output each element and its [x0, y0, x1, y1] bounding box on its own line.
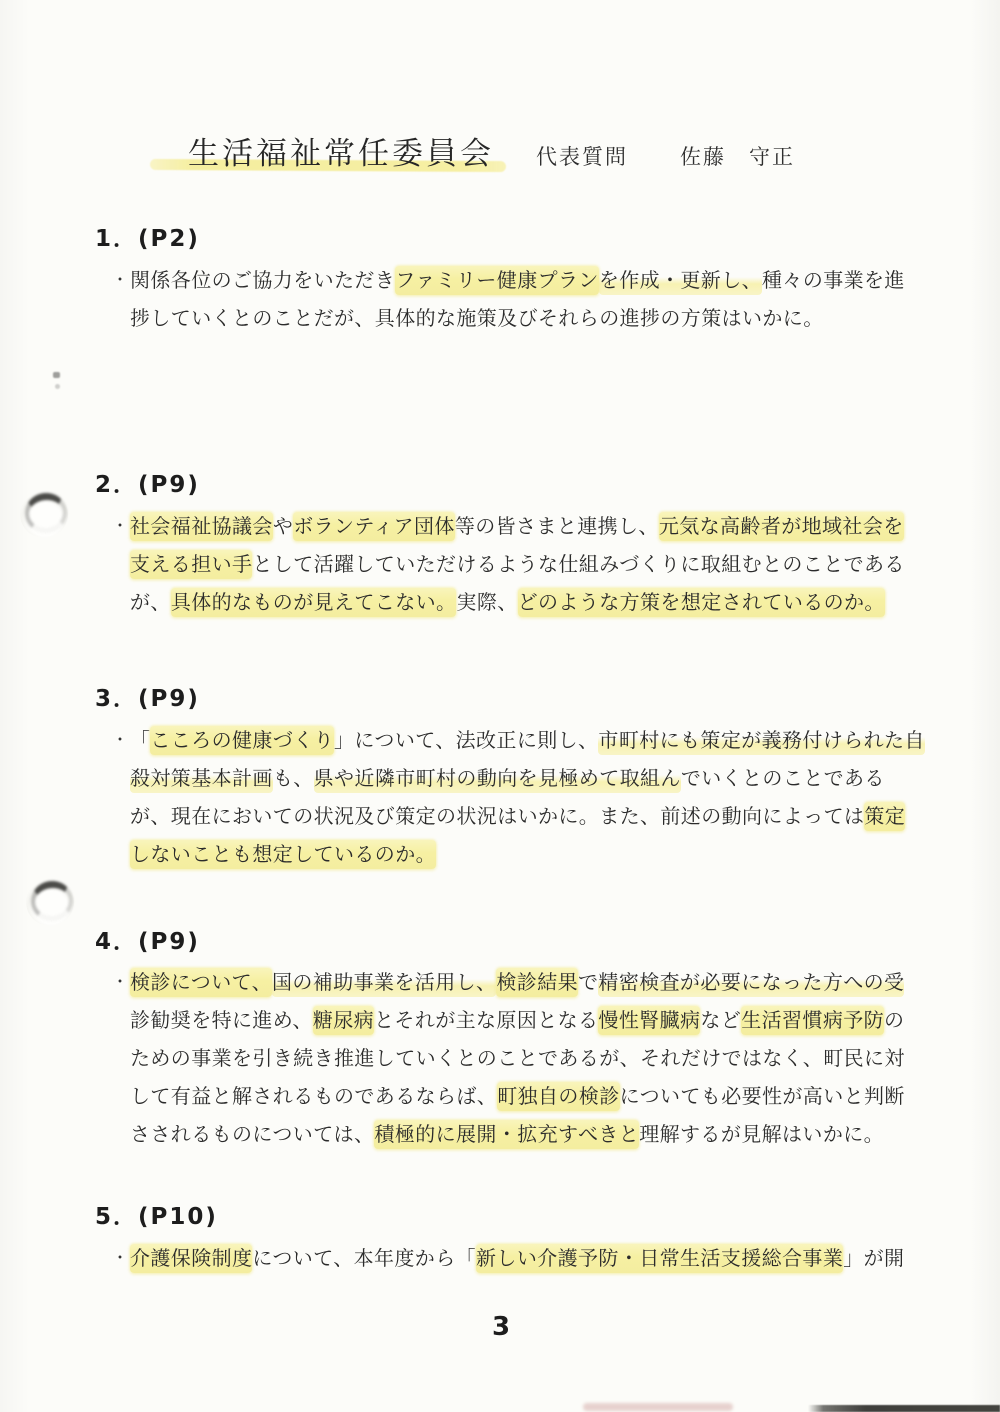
highlighted-text: 市町村にも策定が義務付けられた自 — [598, 726, 924, 755]
title-question-label: 代表質問 — [536, 145, 628, 169]
text-line — [130, 759, 930, 797]
highlighted-text: 具体的なものが見えてこない。 — [171, 588, 457, 617]
highlighted-text: 新しい介護予防・日常生活支援総合事業 — [476, 1244, 843, 1273]
text-run: 「 — [130, 728, 151, 752]
text-line — [130, 1039, 930, 1077]
highlighted-text: を作成・更新し、 — [599, 266, 762, 295]
questioner-name: 佐藤 守正 — [680, 145, 795, 169]
page-number: 3 — [492, 1312, 511, 1342]
text-run: 」について、法改正に則し、 — [334, 728, 599, 752]
highlighted-text: どのような方策を想定されているのか。 — [518, 588, 885, 617]
section-3-heading: 3．(P9) — [95, 686, 200, 712]
punch-hole-shadow — [26, 878, 74, 926]
highlighted-text: 国の補助事業を活用し、 — [272, 968, 496, 997]
text-run: 捗していくとのことだが、具体的な施策及びそれらの進捗の方策はいかに。 — [130, 306, 824, 330]
section-2-heading: 2．(P9) — [95, 472, 200, 498]
bullet-marker: ・ — [112, 1248, 129, 1267]
text-run: 」が開 — [843, 1246, 905, 1270]
highlighted-text: ファミリー健康プラン — [395, 266, 599, 295]
section-5-paragraph — [112, 1239, 930, 1277]
text-line — [112, 963, 930, 1001]
text-line — [130, 299, 930, 337]
highlighted-text: 町独自の検診 — [497, 1082, 619, 1111]
highlighted-text: ボランティア団体 — [293, 512, 455, 541]
text-run: が、現在においての状況及び策定の状況はいかに。また、前述の動向によっては — [130, 804, 865, 828]
highlighted-text: 慢性腎臓病 — [598, 1006, 700, 1035]
text-run: など — [700, 1008, 742, 1032]
section-4-paragraph — [112, 963, 930, 1153]
text-run: 実際、 — [456, 590, 518, 614]
text-run: 種々の事業を進 — [762, 268, 905, 292]
section-4-heading: 4．(P9) — [95, 929, 200, 955]
highlighted-text: こころの健康づくり — [150, 726, 334, 755]
scan-artifact-speck — [53, 372, 60, 378]
highlighted-text: 糖尿病 — [313, 1006, 374, 1035]
highlighted-text: 策定 — [864, 802, 905, 831]
text-run: も、 — [272, 766, 314, 790]
bullet-marker: ・ — [112, 270, 129, 289]
text-line — [130, 1001, 930, 1039]
text-line — [130, 835, 930, 873]
text-line — [112, 721, 930, 759]
section-3-paragraph — [112, 721, 930, 873]
text-line — [130, 1077, 930, 1115]
highlighted-text: 積極的に展開・拡充すべきと — [374, 1120, 639, 1149]
highlighted-text: 県や近隣市町村の動向を見極めて取組ん — [314, 764, 681, 793]
section-5-heading: 5．(P10) — [95, 1204, 218, 1230]
punch-hole-shadow — [20, 490, 68, 538]
text-run: でいくとのことである — [680, 766, 885, 790]
highlighted-text: 介護保険制度 — [130, 1244, 252, 1273]
document-header — [188, 128, 795, 173]
text-run: ための事業を引き続き推進していくとのことであるが、それだけではなく、町民に対 — [130, 1046, 905, 1070]
text-run: とそれが主な原因となる — [374, 1008, 599, 1032]
highlighted-text: しないことも想定しているのか。 — [130, 840, 436, 869]
highlighted-text: 検診について、 — [130, 968, 272, 997]
text-line — [130, 583, 930, 621]
section-2-paragraph — [112, 507, 930, 621]
text-run: 関係各位のご協力をいただき — [130, 268, 396, 292]
text-run: さされるものについては、 — [130, 1122, 375, 1146]
text-run: して有益と解されるものであるならば、 — [130, 1084, 498, 1108]
text-run: について、本年度から「 — [252, 1246, 477, 1270]
highlighted-text: 生活習慣病予防 — [741, 1006, 884, 1035]
scan-artifact-speck — [55, 384, 60, 389]
highlighted-text: 元気な高齢者が地域社会を — [659, 512, 904, 541]
text-run: で — [578, 970, 599, 994]
scan-artifact-smudge — [583, 1403, 733, 1411]
bullet-marker: ・ — [112, 972, 129, 991]
document-title: 生活福祉常任委員会 — [188, 136, 494, 172]
text-line — [130, 545, 930, 583]
text-run: の — [884, 1008, 905, 1032]
text-line — [112, 1239, 930, 1277]
highlighted-text: 殺対策基本計画 — [130, 764, 273, 793]
section-1-heading: 1．(P2) — [95, 226, 200, 252]
highlighted-text: 精密検査が必要になった方への受 — [598, 968, 904, 997]
bullet-marker: ・ — [112, 516, 129, 535]
text-run: や — [272, 514, 294, 538]
scan-edge-bar — [808, 1405, 1000, 1412]
highlighted-text: 支える担い手 — [130, 550, 252, 579]
highlighted-text: 社会福祉協議会 — [130, 512, 273, 541]
text-line — [130, 1115, 930, 1153]
section-1-paragraph — [112, 261, 930, 337]
text-run: 診勧奨を特に進め、 — [130, 1008, 313, 1032]
text-line — [112, 261, 930, 299]
text-run: が、 — [130, 590, 171, 614]
text-run: として活躍していただけるような仕組みづくりに取組むとのことである — [252, 552, 905, 576]
text-run: についても必要性が高いと判断 — [619, 1084, 905, 1108]
text-run: 理解するが見解はいかに。 — [639, 1122, 885, 1146]
text-line — [112, 507, 930, 545]
text-line — [130, 797, 930, 835]
highlighted-text: 検診結果 — [496, 968, 578, 997]
bullet-marker: ・ — [112, 730, 129, 749]
text-run: 等の皆さまと連携し、 — [454, 514, 659, 538]
